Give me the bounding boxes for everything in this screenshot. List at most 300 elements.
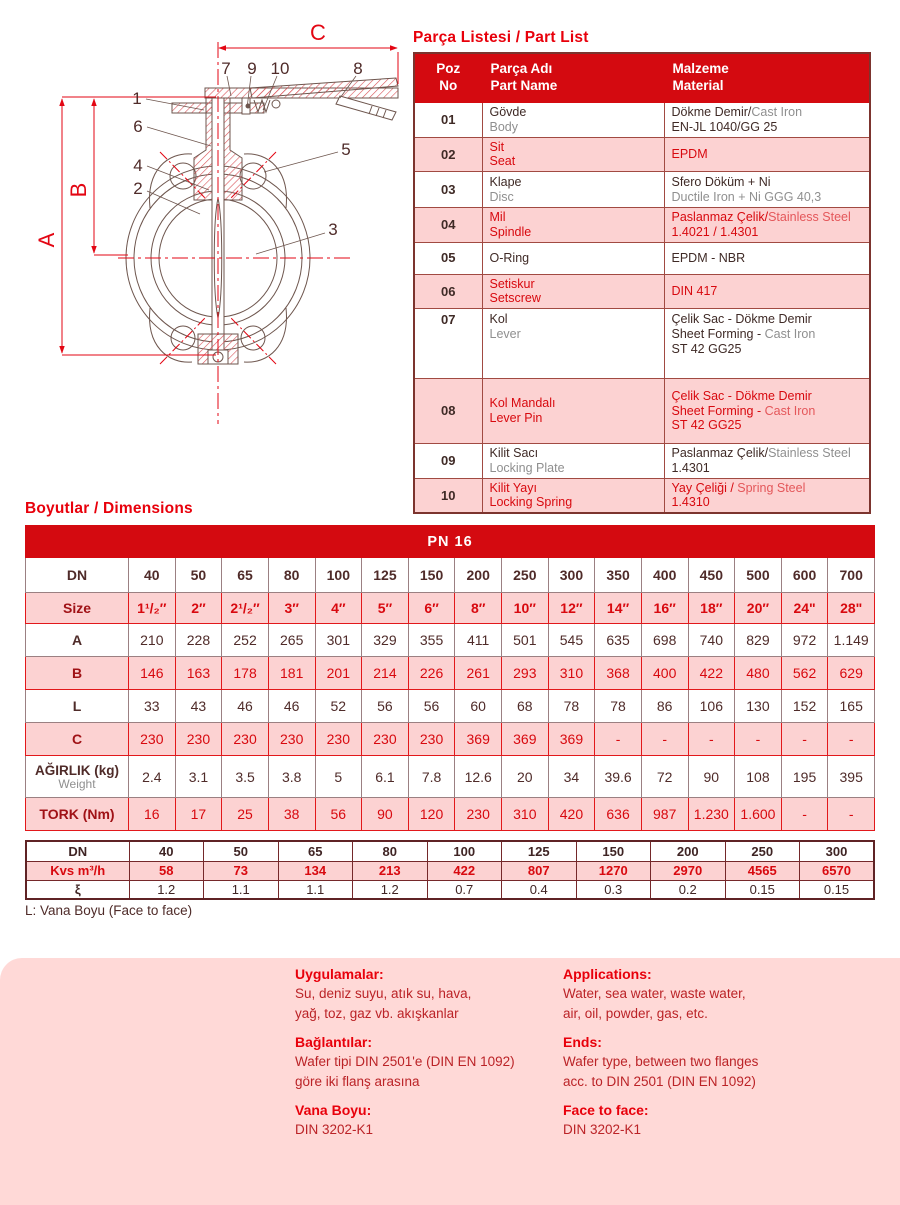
dim-cell: 635 — [595, 624, 642, 657]
material-text: DIN 417 — [671, 283, 718, 298]
kvs-cell: 80 — [353, 841, 428, 861]
dim-cell: 265 — [268, 624, 315, 657]
part-name-tr: Kol Mandalı — [489, 396, 556, 411]
part-number-1: 1 — [132, 89, 142, 108]
dim-label-a: A — [34, 232, 59, 248]
part-row-material — [664, 208, 870, 243]
dim-cell: - — [688, 723, 735, 756]
part-number-8: 8 — [353, 59, 363, 78]
kvs-cell: 1.2 — [353, 880, 428, 899]
dim-cell: 5″ — [362, 593, 409, 624]
part-number-4: 4 — [133, 156, 143, 175]
material-subtext: Cast Iron — [764, 403, 816, 418]
dim-row-label — [26, 723, 129, 756]
part-row-material — [664, 379, 870, 444]
dim-cell: 17 — [175, 798, 222, 831]
material-line — [672, 461, 863, 476]
dim-cell: 165 — [828, 690, 875, 723]
dim-cell: 1.600 — [735, 798, 782, 831]
kvs-row-label: ξ — [26, 880, 129, 899]
dim-cell: 562 — [781, 657, 828, 690]
part-list-row — [414, 309, 870, 379]
dim-cell: 39.6 — [595, 756, 642, 798]
kvs-cell: 150 — [576, 841, 651, 861]
material-line — [672, 210, 863, 225]
material-text: ST 42 GG25 — [671, 418, 742, 433]
material-text: Sheet Forming - — [671, 326, 765, 341]
dim-cell: 230 — [315, 723, 362, 756]
kvs-row — [26, 861, 874, 880]
dim-cell: 395 — [828, 756, 875, 798]
dim-cell: 230 — [222, 723, 269, 756]
dim-row-label — [26, 624, 129, 657]
dim-cell: 214 — [362, 657, 409, 690]
dimensions-row — [26, 723, 875, 756]
part-name-tr: Kilit Sacı — [489, 446, 539, 460]
dim-cell: 20″ — [735, 593, 782, 624]
kvs-cell: 50 — [204, 841, 279, 861]
dim-cell: 500 — [735, 558, 782, 593]
dim-cell: 150 — [408, 558, 455, 593]
dim-cell: - — [828, 798, 875, 831]
dim-cell: 987 — [641, 798, 688, 831]
kvs-cell: 1.2 — [129, 880, 204, 899]
info-panel — [0, 958, 900, 1205]
part-name-en: Body — [489, 119, 518, 134]
dimensions-title: Boyutlar / Dimensions — [25, 500, 193, 517]
part-name-en: Lever — [489, 326, 521, 341]
part-name-tr: Sit — [489, 139, 505, 154]
part-list-table — [413, 52, 871, 514]
dim-cell: 310 — [502, 798, 549, 831]
part-row-no: 07 — [414, 309, 482, 379]
dim-cell: 1¹/₂″ — [129, 593, 176, 624]
dim-cell: - — [595, 723, 642, 756]
part-row-material — [664, 242, 870, 274]
dim-cell: 480 — [735, 657, 782, 690]
kvs-cell: 0.15 — [725, 880, 800, 899]
dim-label-text: Size — [62, 600, 91, 616]
part-list-row — [414, 172, 870, 208]
dim-label-c: C — [310, 20, 326, 45]
info-line: air, oil, powder, gas, etc. — [563, 1005, 708, 1021]
kvs-cell: 807 — [502, 861, 577, 880]
dim-row-label — [26, 657, 129, 690]
part-row-name — [482, 242, 664, 274]
part-number-9: 9 — [247, 59, 257, 78]
dim-row-label — [26, 798, 129, 831]
kvs-cell: 65 — [278, 841, 353, 861]
dim-cell: 52 — [315, 690, 362, 723]
part-row-no: 03 — [414, 172, 482, 208]
part-row-name — [482, 478, 664, 513]
kvs-cell: 1.1 — [278, 880, 353, 899]
part-row-no: 06 — [414, 274, 482, 309]
material-line — [672, 225, 863, 240]
kvs-cell: 200 — [651, 841, 726, 861]
dim-cell: 230 — [175, 723, 222, 756]
part-row-no: 04 — [414, 208, 482, 243]
dim-cell: 400 — [641, 657, 688, 690]
dim-cell: 252 — [222, 624, 269, 657]
part-row-name — [482, 309, 664, 379]
dimensions-body — [26, 526, 875, 831]
dim-cell: 329 — [362, 624, 409, 657]
dim-cell: - — [781, 798, 828, 831]
info-heading: Face to face: — [563, 1102, 649, 1119]
dim-cell: 18″ — [688, 593, 735, 624]
kvs-body — [26, 841, 874, 899]
dim-cell: 369 — [455, 723, 502, 756]
material-text: 1.4021 / 1.4301 — [671, 224, 759, 239]
part-row-no: 09 — [414, 444, 482, 479]
kvs-cell: 1.1 — [204, 880, 279, 899]
dim-cell: 33 — [129, 690, 176, 723]
dim-cell: 422 — [688, 657, 735, 690]
dim-cell: 210 — [129, 624, 176, 657]
part-row-name — [482, 208, 664, 243]
material-line — [672, 175, 863, 190]
material-line — [672, 446, 863, 461]
dim-cell: 250 — [502, 558, 549, 593]
part-number-5: 5 — [341, 140, 351, 159]
material-text: EPDM - NBR — [671, 250, 746, 265]
dim-cell: 24" — [781, 593, 828, 624]
dim-cell: 6.1 — [362, 756, 409, 798]
dim-cell: 740 — [688, 624, 735, 657]
material-text: Çelik Sac - Dökme Demir — [671, 388, 812, 403]
dim-cell: 72 — [641, 756, 688, 798]
kvs-table — [25, 840, 875, 900]
dim-cell: 56 — [315, 798, 362, 831]
dim-cell: 230 — [268, 723, 315, 756]
part-list-row — [414, 103, 870, 138]
kvs-cell: 422 — [427, 861, 502, 880]
dim-cell: 65 — [222, 558, 269, 593]
dim-cell: 972 — [781, 624, 828, 657]
material-text: Sheet Forming - — [671, 403, 765, 418]
info-heading: Bağlantılar: — [295, 1034, 373, 1051]
part-row-name — [482, 172, 664, 208]
dim-label-b: B — [66, 182, 91, 198]
info-col-english — [563, 966, 883, 1140]
dim-cell: 368 — [595, 657, 642, 690]
dim-cell: 90 — [688, 756, 735, 798]
kvs-cell: 73 — [204, 861, 279, 880]
dim-cell: 8″ — [455, 593, 502, 624]
dim-cell: 545 — [548, 624, 595, 657]
dim-cell: 100 — [315, 558, 362, 593]
dim-cell: 125 — [362, 558, 409, 593]
part-list-title: Parça Listesi / Part List — [413, 29, 589, 46]
info-block — [563, 1102, 883, 1140]
dimensions-row — [26, 690, 875, 723]
material-text: Sfero Döküm + Ni — [671, 174, 771, 189]
dim-cell: 698 — [641, 624, 688, 657]
info-line: DIN 3202-K1 — [563, 1122, 642, 1138]
part-row-no: 01 — [414, 103, 482, 138]
dimensions-row — [26, 756, 875, 798]
kvs-cell: 250 — [725, 841, 800, 861]
dim-cell: 6″ — [408, 593, 455, 624]
kvs-cell: 40 — [129, 841, 204, 861]
part-name-en: Spindle — [489, 224, 532, 239]
dim-cell: 2.4 — [129, 756, 176, 798]
dim-cell: 80 — [268, 558, 315, 593]
material-text: EPDM — [671, 146, 708, 161]
part-row-name — [482, 137, 664, 172]
part-row-no: 10 — [414, 478, 482, 513]
dim-cell: 293 — [502, 657, 549, 690]
part-name-tr: Kilit Yayı — [489, 480, 537, 495]
dimensions-row — [26, 593, 875, 624]
kvs-cell: 0.7 — [427, 880, 502, 899]
dim-cell: 120 — [408, 798, 455, 831]
info-block — [563, 966, 883, 1023]
kvs-cell: 0.4 — [502, 880, 577, 899]
part-row-material — [664, 274, 870, 309]
dim-label-text: L — [72, 698, 82, 714]
info-block — [295, 966, 557, 1023]
part-row-material — [664, 309, 870, 379]
dim-cell: 400 — [641, 558, 688, 593]
dim-row-label — [26, 756, 129, 798]
dim-cell: 301 — [315, 624, 362, 657]
dim-cell: 261 — [455, 657, 502, 690]
material-line — [672, 251, 863, 266]
dim-cell: 201 — [315, 657, 362, 690]
dim-label-text: A — [71, 632, 83, 648]
dim-cell: 230 — [362, 723, 409, 756]
part-row-no: 08 — [414, 379, 482, 444]
dim-label-text: B — [71, 665, 83, 681]
dim-cell: 5 — [315, 756, 362, 798]
dim-row-label — [26, 690, 129, 723]
material-line — [672, 327, 863, 342]
part-name-tr: Klape — [489, 174, 522, 189]
dim-cell: 78 — [548, 690, 595, 723]
material-text: 1.4301 — [671, 460, 710, 475]
dim-cell: 200 — [455, 558, 502, 593]
part-row-material — [664, 103, 870, 138]
dim-cell: - — [641, 723, 688, 756]
material-text: Paslanmaz Çelik/ — [671, 446, 769, 460]
dim-cell: 600 — [781, 558, 828, 593]
kvs-cell: 300 — [800, 841, 875, 861]
dim-cell: 501 — [502, 624, 549, 657]
material-text: EN-JL 1040/GG 25 — [671, 119, 778, 134]
dim-cell: 16 — [129, 798, 176, 831]
kvs-cell: 2970 — [651, 861, 726, 880]
info-heading: Uygulamalar: — [295, 966, 384, 982]
part-name-en: Setscrew — [489, 291, 541, 306]
material-subtext: Cast Iron — [764, 326, 816, 341]
material-text: 1.4310 — [671, 495, 710, 510]
material-line — [672, 389, 863, 404]
dim-cell: 56 — [408, 690, 455, 723]
part-name-tr: Mil — [489, 210, 506, 224]
part-list-row — [414, 379, 870, 444]
dim-cell: 350 — [595, 558, 642, 593]
part-list-header-name: Parça Adı Part Name — [482, 53, 664, 103]
kvs-cell: 0.3 — [576, 880, 651, 899]
part-list-row — [414, 444, 870, 479]
part-row-name — [482, 379, 664, 444]
dim-cell: 25 — [222, 798, 269, 831]
material-subtext: Cast Iron — [751, 105, 803, 119]
info-heading: Vana Boyu: — [295, 1102, 372, 1119]
kvs-cell: 0.15 — [800, 880, 875, 899]
part-row-material — [664, 172, 870, 208]
material-subtext: Ductile Iron + Ni GGG 40,3 — [671, 189, 822, 204]
dim-cell: 3″ — [268, 593, 315, 624]
part-row-material — [664, 137, 870, 172]
dim-cell: 20 — [502, 756, 549, 798]
part-number-10: 10 — [270, 59, 290, 78]
pn-band-row — [26, 526, 875, 558]
info-line: Water, sea water, waste water, — [563, 986, 746, 1001]
info-line: acc. to DIN 2501 (DIN EN 1092) — [563, 1073, 756, 1089]
info-col-turkish — [295, 966, 557, 1140]
part-name-en: Disc — [489, 189, 514, 204]
info-block — [295, 1034, 557, 1091]
kvs-cell: 213 — [353, 861, 428, 880]
part-row-name — [482, 444, 664, 479]
kvs-cell: 1270 — [576, 861, 651, 880]
dim-cell: 90 — [362, 798, 409, 831]
dim-cell: 56 — [362, 690, 409, 723]
part-name-en: Seat — [489, 154, 516, 169]
dimensions-row — [26, 558, 875, 593]
material-line — [672, 481, 863, 496]
part-name-tr: Setiskur — [489, 276, 535, 291]
face-to-face-note: L: Vana Boyu (Face to face) — [25, 903, 193, 918]
dim-cell: 230 — [455, 798, 502, 831]
dim-cell: 40 — [129, 558, 176, 593]
dim-cell: 16″ — [641, 593, 688, 624]
dimensions-table — [25, 525, 875, 831]
dim-cell: 195 — [781, 756, 828, 798]
dim-cell: 3.5 — [222, 756, 269, 798]
material-line — [672, 312, 863, 327]
dim-cell: 636 — [595, 798, 642, 831]
material-line — [672, 404, 863, 419]
material-subtext: Spring Steel — [737, 480, 806, 495]
dim-cell: 829 — [735, 624, 782, 657]
material-subtext: Stainless Steel — [768, 210, 851, 224]
dim-cell: 12.6 — [455, 756, 502, 798]
dim-cell: 3.1 — [175, 756, 222, 798]
part-name-tr: Kol — [489, 312, 508, 326]
kvs-row-label: DN — [26, 841, 129, 861]
dim-cell: 4″ — [315, 593, 362, 624]
material-line — [672, 342, 863, 357]
dim-cell: 50 — [175, 558, 222, 593]
kvs-cell: 0.2 — [651, 880, 726, 899]
dimensions-row — [26, 657, 875, 690]
material-text: ST 42 GG25 — [671, 341, 742, 356]
dim-cell: 46 — [268, 690, 315, 723]
dim-cell: 178 — [222, 657, 269, 690]
part-row-name — [482, 103, 664, 138]
dim-cell: 68 — [502, 690, 549, 723]
info-line: yağ, toz, gaz vb. akışkanlar — [295, 1005, 459, 1021]
part-list-header-poz: Poz No — [414, 53, 482, 103]
dim-cell: 10″ — [502, 593, 549, 624]
part-number-2: 2 — [133, 179, 143, 198]
dim-cell: 78 — [595, 690, 642, 723]
dim-cell: 450 — [688, 558, 735, 593]
part-row-material — [664, 444, 870, 479]
dim-row-label — [26, 593, 129, 624]
part-list-row — [414, 208, 870, 243]
dim-label-subtext: Weight — [58, 777, 96, 792]
dim-cell: 130 — [735, 690, 782, 723]
part-list-row — [414, 137, 870, 172]
material-line — [672, 105, 863, 120]
dim-label-text: TORK (Nm) — [39, 806, 115, 822]
material-line — [672, 147, 863, 162]
dim-cell: 181 — [268, 657, 315, 690]
dim-label-text: DN — [66, 567, 88, 583]
kvs-row — [26, 841, 874, 861]
part-name-en: Locking Spring — [489, 495, 573, 510]
dim-cell: 152 — [781, 690, 828, 723]
info-block — [295, 1102, 557, 1140]
dim-cell: 2″ — [175, 593, 222, 624]
dim-cell: 106 — [688, 690, 735, 723]
part-name-en: Lever Pin — [489, 411, 543, 425]
dim-cell: 230 — [408, 723, 455, 756]
dim-cell: 146 — [129, 657, 176, 690]
part-number-3: 3 — [328, 220, 338, 239]
part-list-row — [414, 242, 870, 274]
dim-cell: 108 — [735, 756, 782, 798]
kvs-row — [26, 880, 874, 899]
kvs-cell: 4565 — [725, 861, 800, 880]
part-row-name — [482, 274, 664, 309]
dim-cell: 230 — [129, 723, 176, 756]
dim-cell: 629 — [828, 657, 875, 690]
part-row-no: 05 — [414, 242, 482, 274]
dim-cell: - — [735, 723, 782, 756]
kvs-row-label: Kvs m³/h — [26, 861, 129, 880]
part-list-header-material: Malzeme Material — [664, 53, 870, 103]
center-lines — [118, 42, 350, 424]
dim-cell: 369 — [548, 723, 595, 756]
material-line — [672, 418, 863, 433]
part-row-material — [664, 478, 870, 513]
dim-cell: 46 — [222, 690, 269, 723]
info-line: Wafer tipi DIN 2501'e (DIN EN 1092) — [295, 1054, 515, 1070]
material-text: Çelik Sac - Dökme Demir — [671, 312, 812, 326]
part-list-row — [414, 274, 870, 309]
dimensions-row — [26, 798, 875, 831]
material-line — [672, 495, 863, 510]
dim-cell: 420 — [548, 798, 595, 831]
dim-cell: 86 — [641, 690, 688, 723]
dim-cell: 2¹/₂″ — [222, 593, 269, 624]
part-list-row — [414, 478, 870, 513]
info-heading: Ends: — [563, 1034, 602, 1051]
dim-cell: 28" — [828, 593, 875, 624]
dim-cell: 43 — [175, 690, 222, 723]
kvs-cell: 6570 — [800, 861, 875, 880]
info-heading: Applications: — [563, 966, 652, 982]
part-name-tr: Gövde — [489, 105, 527, 119]
info-line: Su, deniz suyu, atık su, hava, — [295, 986, 472, 1001]
material-subtext: Stainless Steel — [768, 446, 851, 460]
